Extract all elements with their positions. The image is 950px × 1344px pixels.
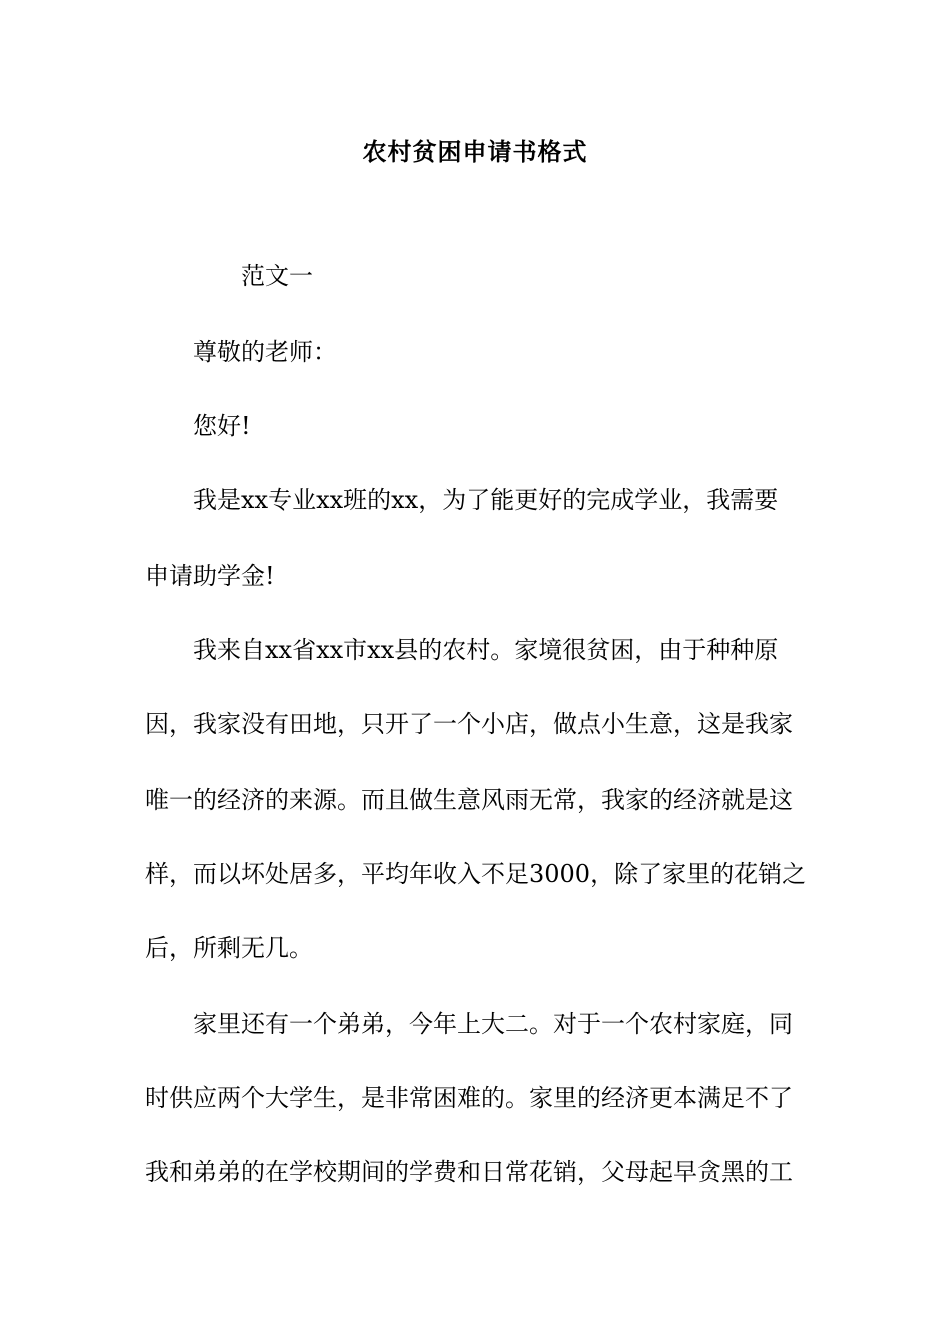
document-title: 农村贫困申请书格式 — [362, 137, 588, 166]
paragraph-line: 我是xx专业xx班的xx，为了能更好的完成学业，我需要 — [193, 486, 779, 514]
paragraph-line: 申请助学金! — [145, 562, 275, 590]
paragraph-line: 家里还有一个弟弟，今年上大二。对于一个农村家庭，同 — [193, 1010, 793, 1038]
sample-label: 范文一 — [241, 262, 313, 290]
paragraph-line: 时供应两个大学生，是非常困难的。家里的经济更本满足不了 — [145, 1084, 793, 1112]
paragraph-line: 我来自xx省xx市xx县的农村。家境很贫困，由于种种原 — [193, 636, 779, 664]
paragraph-line: 因，我家没有田地，只开了一个小店，做点小生意，这是我家 — [145, 710, 793, 738]
paragraph-line: 后，所剩无几。 — [145, 934, 313, 962]
greeting: 您好! — [193, 412, 251, 440]
salutation: 尊敬的老师： — [193, 338, 337, 366]
paragraph-line: 唯一的经济的来源。而且做生意风雨无常，我家的经济就是这 — [145, 786, 793, 814]
paragraph-line: 我和弟弟的在学校期间的学费和日常花销，父母起早贪黑的工 — [145, 1158, 793, 1186]
paragraph-line: 样，而以坏处居多，平均年收入不足3000，除了家里的花销之 — [145, 860, 807, 888]
